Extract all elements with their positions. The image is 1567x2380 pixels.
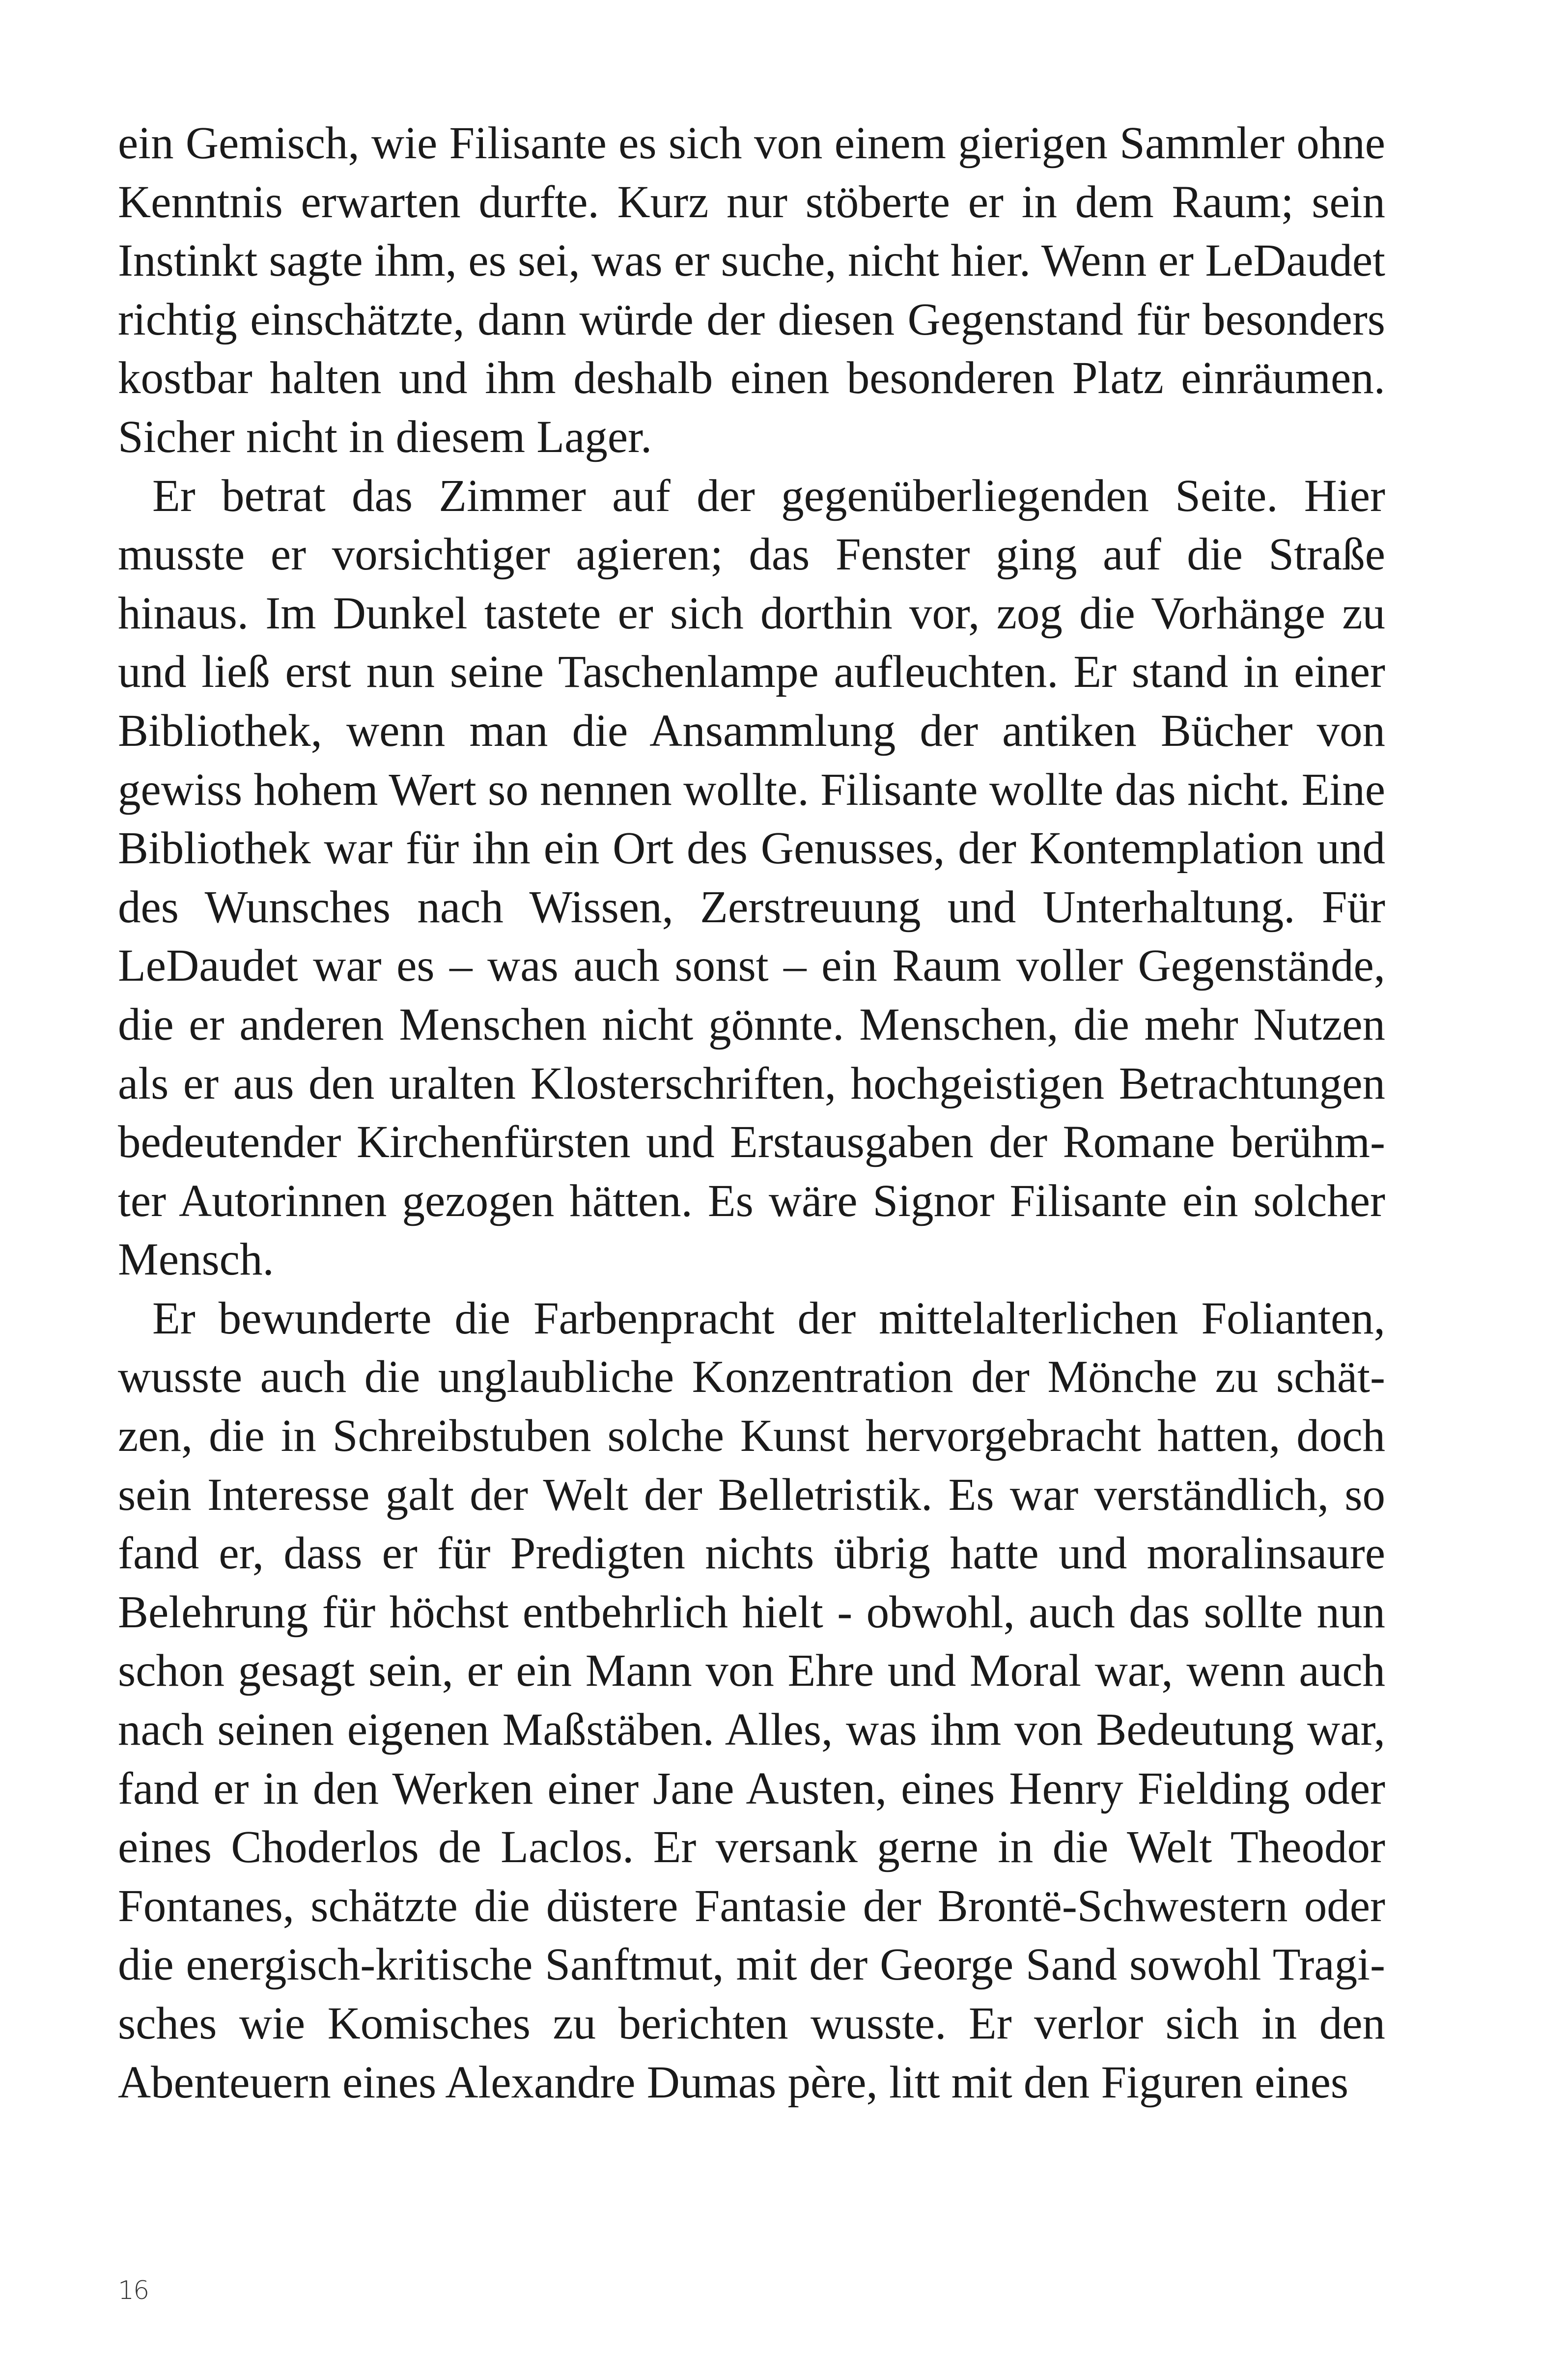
body-text	[118, 114, 1385, 2112]
page-number: 16	[118, 2276, 149, 2305]
paragraph-2: Er betrat das Zimmer auf der gegenüberliegenden Seite. Hier musste er vorsichtiger agieren; das Fenster ging auf die Straße hinaus. Im Dunkel tastete er sich dorthin vor, zog die Vorhänge zu und ließ erst nun seine Taschenlampe aufleuchten. Er stand in einer Bibliothek, wenn man die Ansammlung der antiken Bücher von gewiss hohem Wert so nennen wollte. Filisante wollte das nicht. Eine Bibliothek war für ihn ein Ort des Genusses, der Kontemplation und des Wunsches nach Wissen, Zerstreuung und Unterhaltung. Für LeDaudet war es – was auch sonst – ein Raum voller Gegenstände, die er anderen Menschen nicht gönnte. Menschen, die mehr Nutzen als er aus den uralten Klosterschriften, hochgeistigen Betrachtungen bedeutender Kirchenfürsten und Erstausgaben der Romane berühmter Autorinnen gezogen hätten. Es wäre Signor Filisante ein solcher Mensch.	[118, 470, 1385, 1285]
paragraph-1: ein Gemisch, wie Filisante es sich von einem gierigen Sammler ohne Kenntnis erwarten durfte. Kurz nur stöberte er in dem Raum; sein Instinkt sagte ihm, es sei, was er suche, nicht hier. Wenn er LeDaudet richtig einschätzte, dann würde der diesen Gegenstand für besonders kostbar halten und ihm deshalb einen besonderen Platz einräumen. Sicher nicht in diesem Lager.	[118, 118, 1385, 462]
paragraph-3: Er bewunderte die Farbenpracht der mittelalterlichen Folianten, wusste auch die unglaubliche Konzentration der Mönche zu schätzen, die in Schreibstuben solche Kunst hervorgebracht hatten, doch sein Interesse galt der Welt der Belletristik. Es war verständlich, so fand er, dass er für Predigten nichts übrig hatte und moralinsaure Belehrung für höchst entbehrlich hielt - obwohl, auch das sollte nun schon gesagt sein, er ein Mann von Ehre und Moral war, wenn auch nach seinen eigenen Maßstäben. Alles, was ihm von Bedeutung war, fand er in den Werken einer Jane Austen, eines Henry Fielding oder eines Choderlos de Laclos. Er versank gerne in die Welt Theodor Fontanes, schätzte die düstere Fantasie der Brontë-Schwestern oder die energisch-kritische Sanftmut, mit der George Sand sowohl Tragisches wie Komisches zu berichten wusste. Er verlor sich in den Abenteuern eines Alexandre Dumas père, litt mit den Figuren eines	[118, 1293, 1385, 2108]
